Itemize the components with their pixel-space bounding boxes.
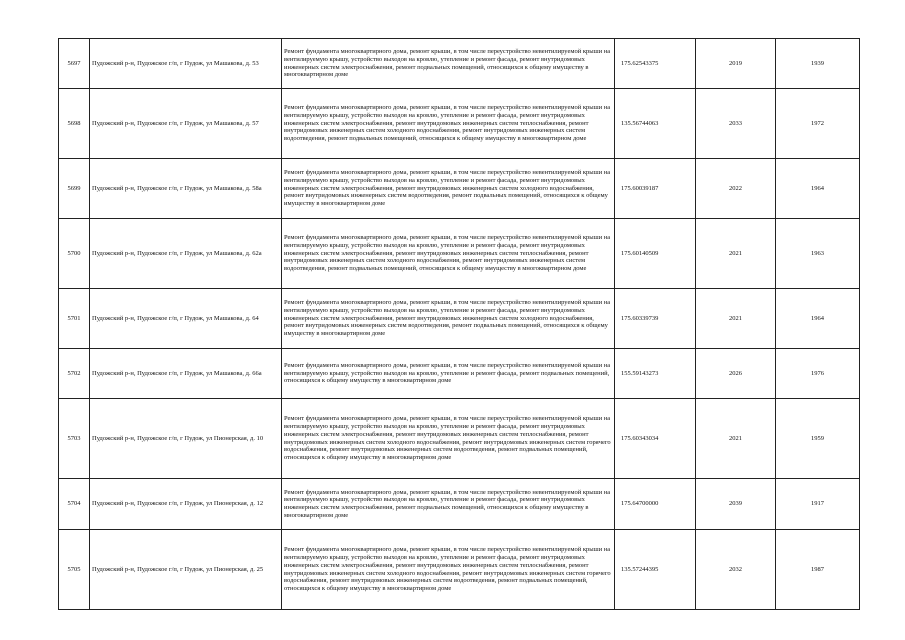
build-year-cell: 1972	[776, 89, 860, 159]
row-number-cell: 5697	[59, 39, 90, 89]
table-row	[59, 479, 860, 530]
address-cell: Пудожский р-н, Пудожское г/п, г Пудож, ул Машакова, д. 53	[90, 39, 282, 89]
row-number-cell: 5704	[59, 479, 90, 530]
address-cell: Пудожский р-н, Пудожское г/п, г Пудож, ул Машакова, д. 62а	[90, 219, 282, 289]
cost-cell: 175.62543375	[615, 39, 696, 89]
planned-year-cell: 2021	[696, 219, 776, 289]
table-body	[59, 39, 860, 610]
planned-year-cell: 2019	[696, 39, 776, 89]
works-cell: Ремонт фундамента многоквартирного дома, ремонт крыши, в том числе переустройство невентилируемой крыши на вентилируемую крышу, устройство выходов на кровлю, утепление и ремонт фасада, ремонт внутридомовых инженерных систем электроснабжения, ремонт подвальных помещений, относящихся к общему имуществу в многоквартирном доме	[282, 39, 615, 89]
address-cell: Пудожский р-н, Пудожское г/п, г Пудож, ул Машакова, д. 57	[90, 89, 282, 159]
row-number-cell: 5700	[59, 219, 90, 289]
build-year-cell: 1939	[776, 39, 860, 89]
works-cell: Ремонт фундамента многоквартирного дома, ремонт крыши, в том числе переустройство невентилируемой крыши на вентилируемую крышу, устройство выходов на кровлю, утепление и ремонт фасада, ремонт внутридомовых инженерных систем электроснабжения, ремонт внутридомовых инженерных систем холодного водоснабжения, ремонт внутридомовых инженерных систем водоотведения, ремонт подвальных помещений, относящихся к общему имуществу в многоквартирном доме	[282, 159, 615, 219]
row-number-cell: 5705	[59, 530, 90, 610]
table-row	[59, 349, 860, 399]
row-number-cell: 5699	[59, 159, 90, 219]
address-cell: Пудожский р-н, Пудожское г/п, г Пудож, ул Машакова, д. 58а	[90, 159, 282, 219]
planned-year-cell: 2032	[696, 530, 776, 610]
cost-cell: 175.60039187	[615, 159, 696, 219]
planned-year-cell: 2021	[696, 289, 776, 349]
planned-year-cell: 2039	[696, 479, 776, 530]
works-cell: Ремонт фундамента многоквартирного дома, ремонт крыши, в том числе переустройство невентилируемой крыши на вентилируемую крышу, устройство выходов на кровлю, утепление и ремонт фасада, ремонт внутридомовых инженерных систем электроснабжения, ремонт внутридомовых инженерных систем теплоснабжения, ремонт внутридомовых инженерных систем холодного водоснабжения, ремонт внутридомовых инженерных систем горячего водоснабжения, ремонт внутридомовых инженерных систем водоотведения, ремонт подвальных помещений, относящихся к общему имуществу в многоквартирном доме	[282, 530, 615, 610]
planned-year-cell: 2021	[696, 399, 776, 479]
table-row	[59, 289, 860, 349]
planned-year-cell: 2033	[696, 89, 776, 159]
build-year-cell: 1987	[776, 530, 860, 610]
build-year-cell: 1917	[776, 479, 860, 530]
build-year-cell: 1959	[776, 399, 860, 479]
table-row	[59, 39, 860, 89]
repair-schedule-table	[58, 38, 860, 610]
table-row	[59, 159, 860, 219]
works-cell: Ремонт фундамента многоквартирного дома, ремонт крыши, в том числе переустройство невентилируемой крыши на вентилируемую крышу, устройство выходов на кровлю, утепление и ремонт фасада, ремонт внутридомовых инженерных систем электроснабжения, ремонт внутридомовых инженерных систем теплоснабжения, ремонт внутридомовых инженерных систем холодного водоснабжения, ремонт внутридомовых инженерных систем водоотведения, ремонт подвальных помещений, относящихся к общему имуществу в многоквартирном доме	[282, 89, 615, 159]
planned-year-cell: 2022	[696, 159, 776, 219]
build-year-cell: 1963	[776, 219, 860, 289]
build-year-cell: 1976	[776, 349, 860, 399]
address-cell: Пудожский р-н, Пудожское г/п, г Пудож, ул Машакова, д. 66а	[90, 349, 282, 399]
works-cell: Ремонт фундамента многоквартирного дома, ремонт крыши, в том числе переустройство невентилируемой крыши на вентилируемую крышу, устройство выходов на кровлю, утепление и ремонт фасада, ремонт внутридомовых инженерных систем электроснабжения, ремонт внутридомовых инженерных систем холодного водоснабжения, ремонт внутридомовых инженерных систем водоотведения, ремонт подвальных помещений, относящихся к общему имуществу в многоквартирном доме	[282, 289, 615, 349]
table-row	[59, 219, 860, 289]
row-number-cell: 5703	[59, 399, 90, 479]
works-cell: Ремонт фундамента многоквартирного дома, ремонт крыши, в том числе переустройство невентилируемой крыши на вентилируемую крышу, устройство выходов на кровлю, утепление и ремонт фасада, ремонт подвальных помещений, относящихся к общему имуществу в многоквартирном доме	[282, 349, 615, 399]
address-cell: Пудожский р-н, Пудожское г/п, г Пудож, ул Пионерская, д. 10	[90, 399, 282, 479]
works-cell: Ремонт фундамента многоквартирного дома, ремонт крыши, в том числе переустройство невентилируемой крыши на вентилируемую крышу, устройство выходов на кровлю, утепление и ремонт фасада, ремонт внутридомовых инженерных систем электроснабжения, ремонт подвальных помещений, относящихся к общему имуществу в многоквартирном доме	[282, 479, 615, 530]
address-cell: Пудожский р-н, Пудожское г/п, г Пудож, ул Машакова, д. 64	[90, 289, 282, 349]
table-row	[59, 530, 860, 610]
cost-cell: 135.57244395	[615, 530, 696, 610]
row-number-cell: 5702	[59, 349, 90, 399]
cost-cell: 175.60343034	[615, 399, 696, 479]
works-cell: Ремонт фундамента многоквартирного дома, ремонт крыши, в том числе переустройство невентилируемой крыши на вентилируемую крышу, устройство выходов на кровлю, утепление и ремонт фасада, ремонт внутридомовых инженерных систем электроснабжения, ремонт внутридомовых инженерных систем теплоснабжения, ремонт внутридомовых инженерных систем холодного водоснабжения, ремонт внутридомовых инженерных систем водоотведения, ремонт подвальных помещений, относящихся к общему имуществу в многоквартирном доме	[282, 219, 615, 289]
cost-cell: 135.56744063	[615, 89, 696, 159]
table-row	[59, 89, 860, 159]
build-year-cell: 1964	[776, 159, 860, 219]
address-cell: Пудожский р-н, Пудожское г/п, г Пудож, ул Пионерская, д. 12	[90, 479, 282, 530]
table-row	[59, 399, 860, 479]
works-cell: Ремонт фундамента многоквартирного дома, ремонт крыши, в том числе переустройство невентилируемой крыши на вентилируемую крышу, устройство выходов на кровлю, утепление и ремонт фасада, ремонт внутридомовых инженерных систем электроснабжения, ремонт внутридомовых инженерных систем теплоснабжения, ремонт внутридомовых инженерных систем холодного водоснабжения, ремонт внутридомовых инженерных систем горячего водоснабжения, ремонт внутридомовых инженерных систем водоотведения, ремонт подвальных помещений, относящихся к общему имуществу в многоквартирном доме	[282, 399, 615, 479]
cost-cell: 175.60339739	[615, 289, 696, 349]
cost-cell: 175.64700000	[615, 479, 696, 530]
build-year-cell: 1964	[776, 289, 860, 349]
address-cell: Пудожский р-н, Пудожское г/п, г Пудож, ул Пионерская, д. 25	[90, 530, 282, 610]
row-number-cell: 5698	[59, 89, 90, 159]
cost-cell: 175.60140509	[615, 219, 696, 289]
cost-cell: 155.59143273	[615, 349, 696, 399]
planned-year-cell: 2026	[696, 349, 776, 399]
row-number-cell: 5701	[59, 289, 90, 349]
